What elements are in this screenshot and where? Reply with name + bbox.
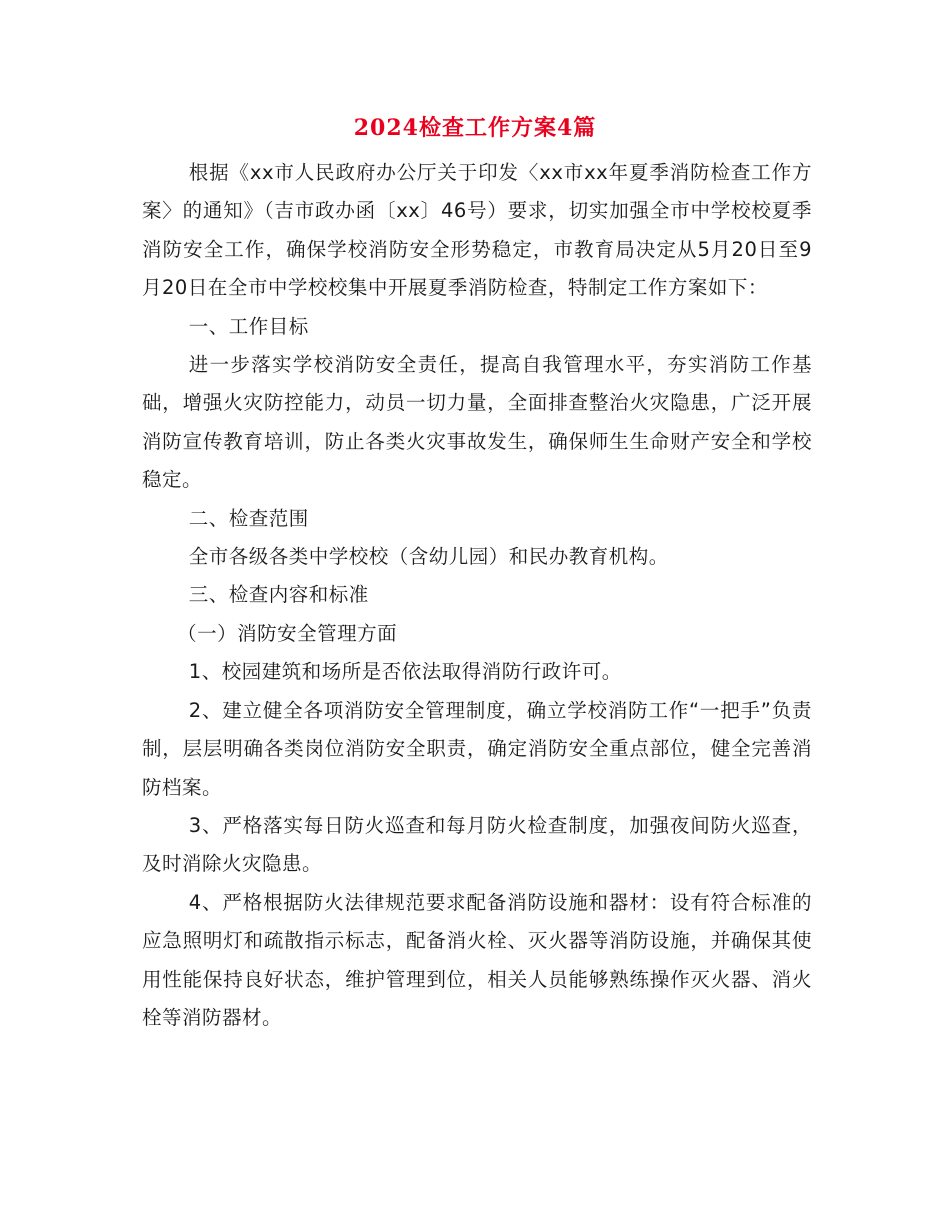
list-item-3: 3、严格落实每日防火巡查和每月防火检查制度，加强夜间防火巡查，及时消除火灾隐患。	[142, 813, 812, 876]
document-body	[142, 154, 812, 1037]
list-item-1: 1、校园建筑和场所是否依法取得消防行政许可。	[188, 660, 622, 684]
heading-work-goals: 一、工作目标	[188, 314, 309, 338]
paragraph-scope: 全市各级各类中学校校（含幼儿园）和民办教育机构。	[188, 545, 669, 569]
subheading-management: （一）消防安全管理方面	[177, 621, 398, 645]
list-item-4: 4、严格根据防火法律规范要求配备消防设施和器材：设有符合标准的应急照明灯和疏散指示标志，配备消火栓、灭火器等消防设施，并确保其使用性能保持良好状态，维护管理到位，相关人员能够熟练操作灭火器、消火栓等消防器材。	[142, 890, 812, 1029]
list-item-2: 2、建立健全各项消防安全管理制度，确立学校消防工作“一把手”负责制，层层明确各类岗位消防安全职责，确定消防安全重点部位，健全完善消防档案。	[142, 698, 812, 799]
heading-inspection-scope: 二、检查范围	[188, 506, 309, 530]
heading-inspection-content: 三、检查内容和标准	[188, 583, 369, 607]
paragraph-intro: 根据《xx市人民政府办公厅关于印发〈xx市xx年夏季消防检查工作方案〉的通知》（吉市政办函〔xx〕46号）要求，切实加强全市中学校校夏季消防安全工作，确保学校消防安全形势稳定，市教育局决定从5月20日至9月20日在全市中学校校集中开展夏季消防检查，特制定工作方案如下：	[142, 161, 812, 300]
paragraph-goals: 进一步落实学校消防安全责任，提高自我管理水平，夯实消防工作基础，增强火灾防控能力，动员一切力量，全面排查整治火灾隐患，广泛开展消防宣传教育培训，防止各类火灾事故发生，确保师生生命财产安全和学校稳定。	[142, 353, 812, 492]
document-title: 2024检查工作方案4篇	[353, 115, 597, 141]
